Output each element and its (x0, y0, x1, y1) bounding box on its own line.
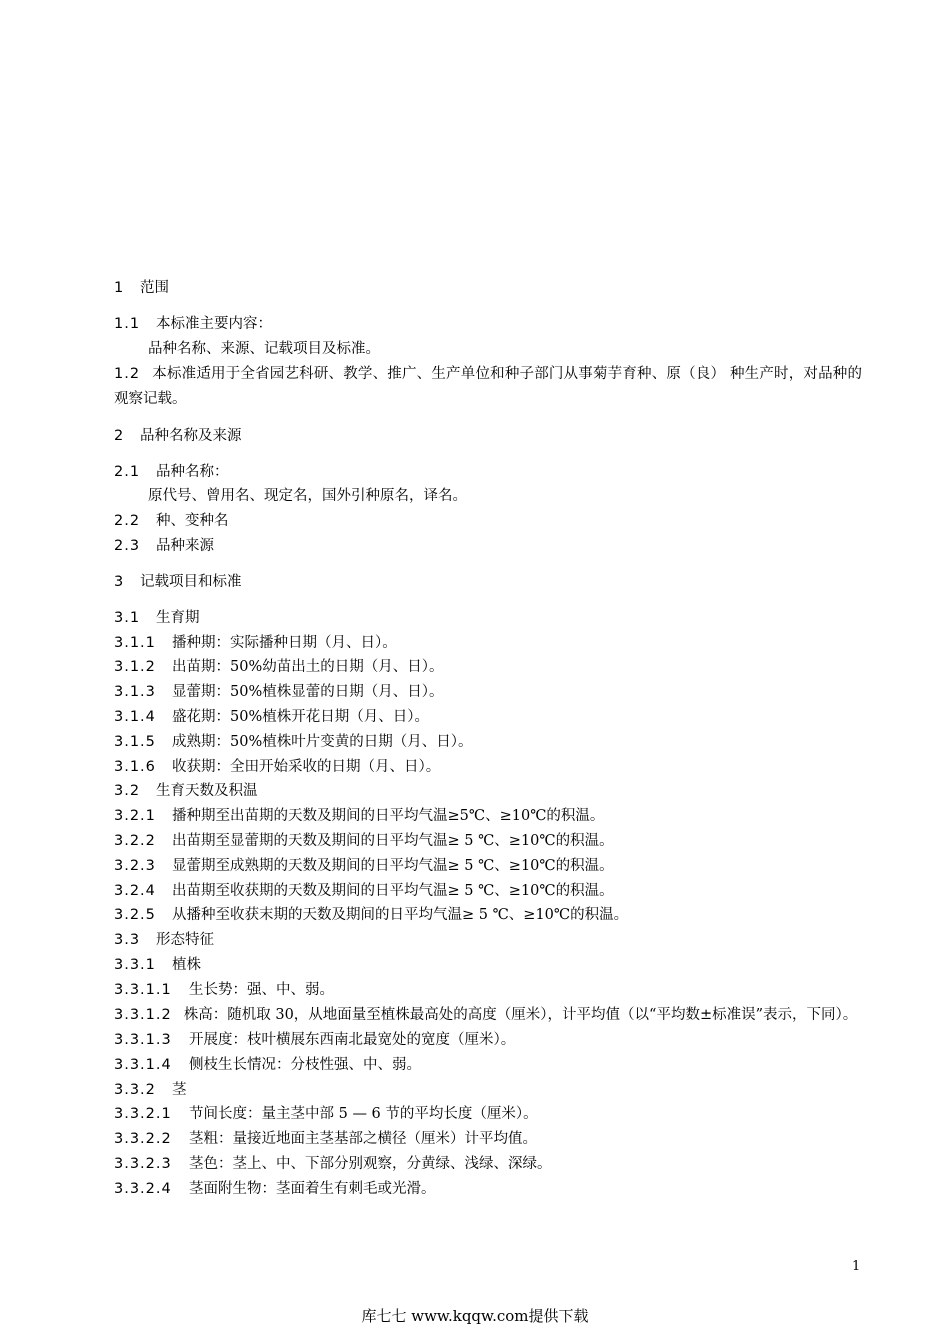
list-item: 3.3.2.2 茎粗：量接近地面主茎基部之横径（厘米）计平均值。 (114, 1131, 537, 1148)
list-item: 3.1.4 盛花期：50%植株开花日期（月、日）。 (114, 708, 429, 725)
section-1-1-heading: 1.1 本标准主要内容： (114, 316, 272, 332)
document-body (114, 276, 862, 1202)
section-3-3-heading: 3.3 形态特征 (114, 932, 214, 949)
list-item: 3.2.4 出苗期至收获期的天数及期间的日平均气温≥ 5 ℃、≥10℃的积温。 (114, 882, 614, 899)
section-2-1-text: 原代号、曾用名、现定名，国外引种原名，译名。 (148, 488, 467, 505)
list-item: 3.3.2.1 节间长度：量主茎中部 5 — 6 节的平均长度（厘米）。 (114, 1106, 538, 1123)
section-2-heading: 2 品种名称及来源 (114, 427, 242, 444)
list-item: 3.1.5 成熟期：50%植株叶片变黄的日期（月、日）。 (114, 733, 473, 750)
list-item: 3.3.1.1 生长势：强、中、弱。 (114, 981, 334, 998)
section-3-2-heading: 3.2 生育天数及积温 (114, 783, 258, 800)
list-item: 3.1.1 播种期：实际播种日期（月、日）。 (114, 634, 397, 651)
list-item: 3.3.2.4 茎面附生物：茎面着生有刺毛或光滑。 (114, 1180, 436, 1197)
list-item: 3.1.3 显蕾期：50%植株显蕾的日期（月、日）。 (114, 684, 444, 701)
section-1-heading: 1 范围 (114, 280, 169, 296)
list-item: 3.2.1 播种期至出苗期的天数及期间的日平均气温≥5℃、≥10℃的积温。 (114, 808, 605, 825)
section-3-3-1-heading: 3.3.1 植株 (114, 956, 201, 973)
section-2-1-heading: 2.1 品种名称： (114, 463, 229, 480)
section-3-3-1-2-paragraph: 3.3.1.2 株高：随机取 30，从地面量至植株最高处的高度（厘米），计平均值（以“平均数±标准误”表示，下同）。 (114, 1006, 858, 1023)
list-item: 3.1.6 收获期：全田开始采收的日期（月、日）。 (114, 758, 441, 775)
list-item: 3.1.2 出苗期：50%幼苗出土的日期（月、日）。 (114, 659, 444, 676)
page-number: 1 (852, 1259, 861, 1274)
section-3-heading: 3 记载项目和标准 (114, 573, 242, 590)
section-2-2-heading: 2.2 种、变种名 (114, 513, 229, 530)
list-item: 3.2.5 从播种至收获末期的天数及期间的日平均气温≥ 5 ℃、≥10℃的积温。 (114, 907, 629, 924)
list-item: 3.3.2.3 茎色：茎上、中、下部分别观察，分黄绿、浅绿、深绿。 (114, 1156, 552, 1173)
section-1-2-paragraph: 1.2 本标准适用于全省园艺科研、教学、推广、生产单位和种子部门从事菊芋育种、原（良） 种生产时，对品种的观察记载。 (114, 365, 862, 408)
section-3-1-heading: 3.1 生育期 (114, 609, 200, 626)
section-3-3-2-heading: 3.3.2 茎 (114, 1081, 187, 1098)
list-item: 3.3.1.4 侧枝生长情况：分枝性强、中、弱。 (114, 1056, 421, 1073)
list-item: 3.2.2 出苗期至显蕾期的天数及期间的日平均气温≥ 5 ℃、≥10℃的积温。 (114, 832, 614, 849)
list-item: 3.3.1.3 开展度：枝叶横展东西南北最宽处的宽度（厘米）。 (114, 1032, 516, 1049)
list-item: 3.2.3 显蕾期至成熟期的天数及期间的日平均气温≥ 5 ℃、≥10℃的积温。 (114, 857, 614, 874)
section-1-1-text: 品种名称、来源、记载项目及标准。 (148, 340, 380, 357)
footer-watermark: 库七七 www.kqqw.com提供下载 (361, 1307, 589, 1325)
section-2-3-heading: 2.3 品种来源 (114, 537, 214, 554)
